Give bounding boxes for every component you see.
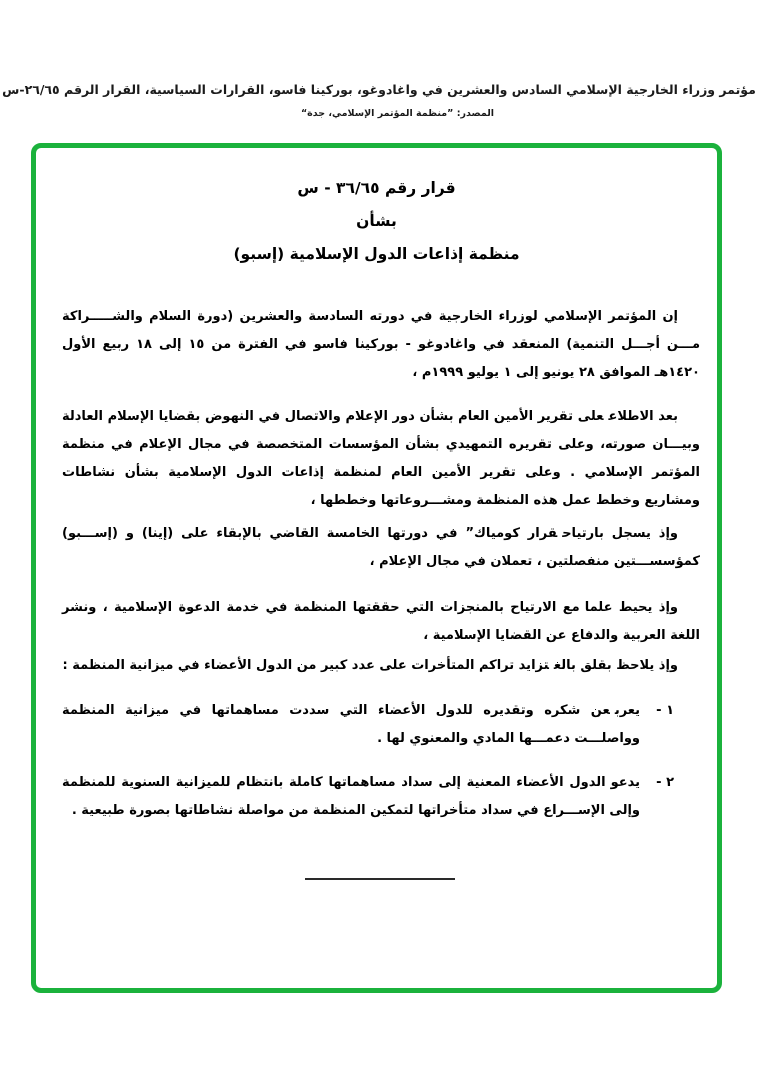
- item-number: ١ -: [656, 703, 674, 718]
- numbered-item: [62, 769, 700, 825]
- item-number: ٢ -: [656, 775, 674, 790]
- resolution-subject-line: منظمة إذاعات الدول الإسلامية (إسبو): [233, 245, 520, 263]
- paragraph-text: قرار كومياك” في دورتها الخامسة القاضي بالإبقاء على (إينا) و (إســـبو) كمؤسســـتين منفصلتين ، تعملان في مجال الإعلام ،: [62, 526, 700, 569]
- item-text: الدول الأعضاء المعنية إلى سداد مساهماتها كاملة بانتظام للميزانية السنوية للمنظمة وإلى الإســـراع في سداد متأخراتها لتمكين المنظمة من مواصلة نشاطاتها بصورة طبيعية .: [62, 775, 640, 818]
- paragraph-lead: وإذ يحيط علما: [584, 600, 678, 615]
- paragraph-text: إن المؤتمر الإسلامي لوزراء الخارجية في دورته السادسة والعشرين (دورة السلام والشـــــراكة مـــن أجـــل التنمية) المنعقد في واغادوغو - بوركينا فاسو في الفترة من ١٥ إلى ١٨ ربيع الأول ١٤٢٠هـ الموافق ٢٨ يونيو إلى ١ يوليو ١٩٩٩م ،: [62, 309, 700, 380]
- item-body: [62, 697, 700, 753]
- item-lead: يعرب: [614, 703, 640, 718]
- item-lead: يدعو: [610, 775, 640, 790]
- numbered-item: [62, 697, 700, 753]
- resolution-number-line: قرار رقم ٣٦/٦٥ - س: [297, 179, 456, 197]
- paragraph-text: تزايد تراكم المتأخرات على عدد كبير من الدول الأعضاء في ميزانية المنظمة :: [62, 658, 549, 673]
- paragraph-noting-with-concern: [62, 652, 700, 680]
- resolution-title-block: [36, 172, 717, 271]
- paragraph-lead: وإذ يسجل بارتياح: [562, 526, 678, 541]
- paragraph-preamble: [62, 303, 700, 387]
- source-attribution-line: المصدر: ”منظمة المؤتمر الإسلامي، جدة“: [300, 108, 495, 119]
- paragraph-lead: بعد الاطلاع: [608, 409, 679, 424]
- source-header-line: مؤتمر وزراء الخارجية الإسلامي السادس والعشرين في واغادوغو، بوركينا فاسو، القرارات السياسية، القرار الرقم ٢٦/٦٥-س: [2, 82, 756, 97]
- paragraph-noting-with-satisfaction: [62, 520, 700, 576]
- paragraph-lead: وإذ يلاحظ بقلق بالغ: [553, 658, 678, 673]
- paragraph-text: مع الارتياح بالمنجزات التي حققتها المنظمة في خدمة الدعوة الإسلامية ، ونشر اللغة العربية والدفاع عن القضايا الإسلامية ،: [62, 600, 700, 643]
- item-text: عن شكره وتقديره للدول الأعضاء التي سددت مساهماتها في ميزانية المنظمة وواصلـــت دعمـــها المادي والمعنوي لها .: [62, 703, 640, 746]
- paragraph-text: على تقرير الأمين العام بشأن دور الإعلام والاتصال في النهوض بقضايا الإسلام العادلة وبيـــان صورته، وعلى تقريره التمهيدي بشأن المؤسسات المتخصصة في مجال الإعلام في منظمة المؤتمر الإسلامي . وعلى تقرير الأمين العام لمنظمة إذاعات الدول الإسلامية بشأن نشاطات ومشاريع وخطط عمل هذه المنظمة ومشـــروعاتها وخططها ،: [62, 409, 700, 508]
- document-frame: [31, 143, 722, 993]
- paragraph-after-review: [62, 403, 700, 515]
- signature-divider: [305, 878, 455, 880]
- item-body: [62, 769, 700, 825]
- resolution-subject-word: بشأن: [356, 212, 397, 230]
- paragraph-taking-note: [62, 594, 700, 650]
